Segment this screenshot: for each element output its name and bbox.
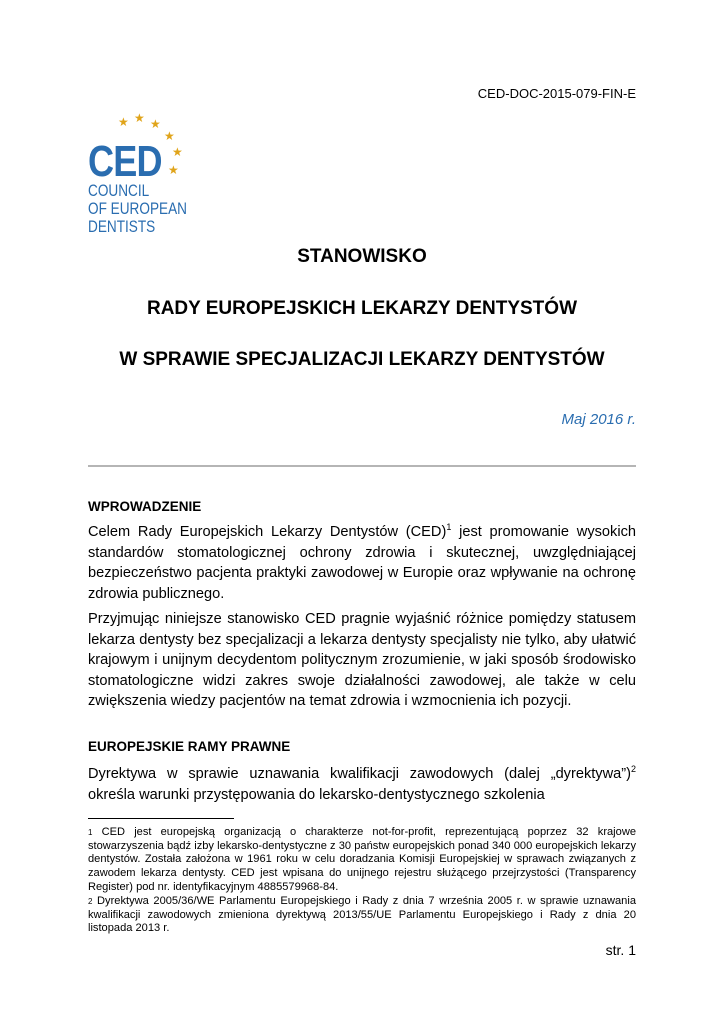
section-divider xyxy=(88,465,636,467)
title-rady: RADY EUROPEJSKICH LEKARZY DENTYSTÓW xyxy=(146,298,577,319)
section-heading-intro: WPROWADZENIE xyxy=(88,499,202,514)
star-icon: ★ xyxy=(150,117,161,131)
document-code: CED-DOC-2015-079-FIN-E xyxy=(477,86,636,101)
page-number: str. 1 xyxy=(605,942,636,958)
logo-line-2: OF EUROPEAN xyxy=(88,199,187,218)
legal-paragraph-1: Dyrektywa w sprawie uznawania kwalifikacji zawodowych (dalej „dyrektywa”)$^2$ określa warunki przystępowania do lekarsko-dentystycznego szkolenia xyxy=(88,764,636,803)
title-sprawie: W SPRAWIE SPECJALIZACJI LEKARZY DENTYSTÓW xyxy=(119,349,605,370)
intro-paragraph-1: Celem Rady Europejskich Lekarzy Dentystów (CED)$^1$ jest promowanie wysokich standardów stomatologicznej ochrony zdrowia i skutecznej, uwzględniającej bezpieczeństwo pacjenta praktyki zawodowej w Europie oraz wpływanie na ochronę zdrowia publicznego. xyxy=(88,522,636,602)
star-icon: ★ xyxy=(172,145,183,159)
footnote-1: $^1$ CED jest europejską organizacją o charakterze not-for-profit, reprezentującą poprzez 32 krajowe stowarzyszenia bądź izby lekarsko-dentystyczne z 30 państw europejskich ponad 340 000 europejskich lekarzy dentystów. Została założona w 1961 roku w celu doradzania Komisji Europejskiej w sprawach związanych z zawodem lekarza dentysty. CED jest wpisana do unijnego rejestru służącego przejrzystości (Transparency Register) pod nr. identyfikacyjnym 4885579968-84. xyxy=(88,826,636,893)
intro-paragraph-2: Przyjmując niniejsze stanowisko CED pragnie wyjaśnić różnice pomiędzy statusem lekarza dentysty bez specjalizacji a lekarza dentysty specjalisty nie tylko, aby ułatwić krajowym i unijnym decydentom politycznym zrozumienie, w jaki sposób środowisko stomatologiczne widzi zakres swoje działalności zawodowej, ale także w celu zwiększenia wiedzy pacjentów na temat zdrowia i wzmocnienia ich pozycji. xyxy=(88,611,636,709)
logo-acronym: CED xyxy=(88,137,162,186)
star-icon: ★ xyxy=(164,129,175,143)
footnote-2: $^2$ Dyrektywa 2005/36/WE Parlamentu Europejskiego i Rady z dnia 7 września 2005 r. w sprawie uznawania kwalifikacji zawodowych zmieniona dyrektywą 2013/55/UE Parlamentu Europejskiego i Rady z dnia 20 listopada 2013 r. xyxy=(88,895,636,935)
title-stanowisko: STANOWISKO xyxy=(297,246,427,267)
footnote-ref-2: 2 xyxy=(630,764,636,775)
star-icon: ★ xyxy=(168,163,179,177)
logo-line-1: COUNCIL xyxy=(88,181,150,200)
section-heading-legal: EUROPEJSKIE RAMY PRAWNE xyxy=(88,739,291,754)
footnote-separator xyxy=(88,818,234,819)
star-icon: ★ xyxy=(118,115,129,129)
document-date: Maj 2016 r. xyxy=(561,411,636,428)
ced-logo xyxy=(88,112,198,242)
star-icon: ★ xyxy=(134,111,145,125)
logo-line-3: DENTISTS xyxy=(88,217,156,236)
footnote-ref-1: 1 xyxy=(446,522,452,533)
